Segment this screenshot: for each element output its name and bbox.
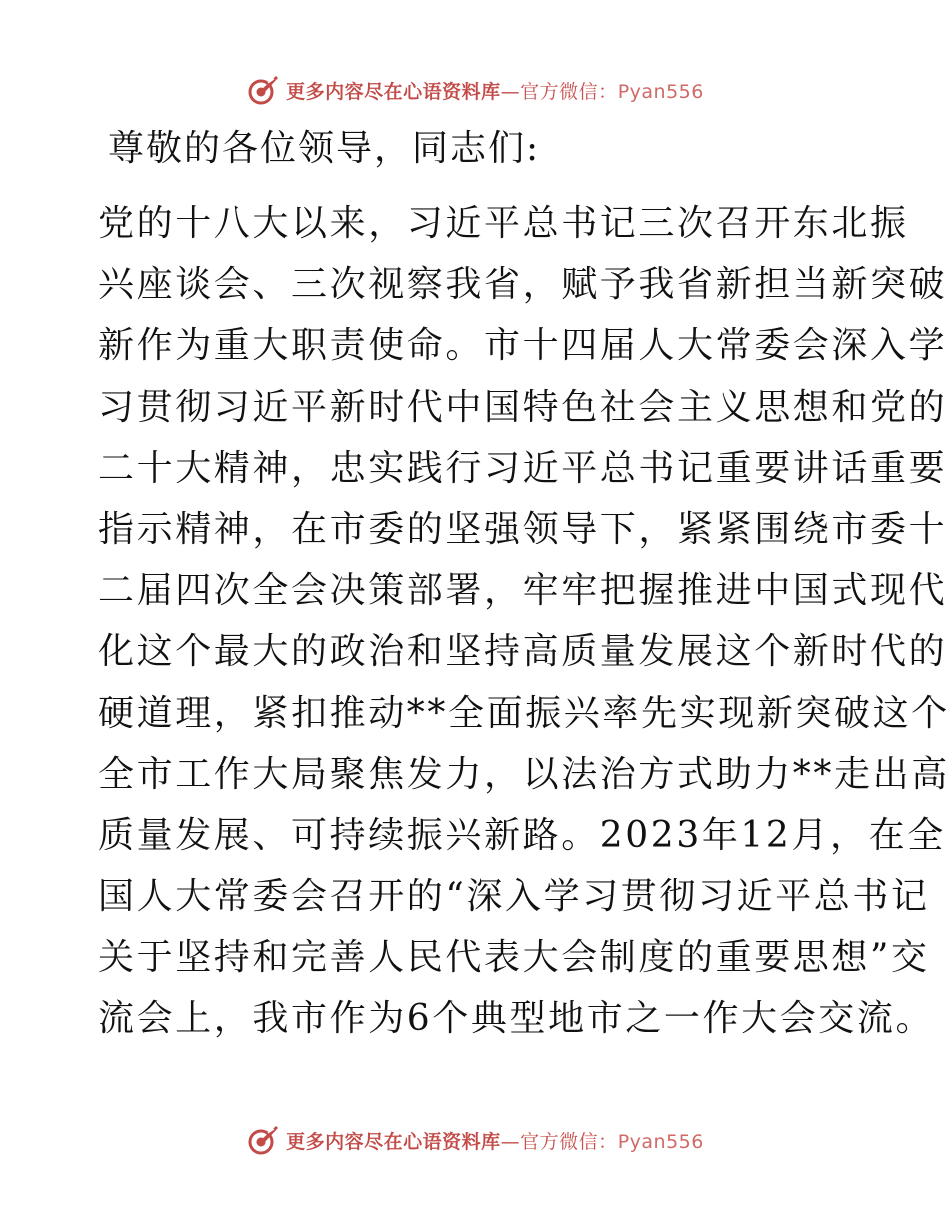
footer-watermark xyxy=(0,1120,950,1160)
paragraph-line: 新作为重大职责使命。市十四届人大常委会深入学 xyxy=(98,325,948,367)
paragraph-line: 指示精神，在市委的坚强领导下，紧紧围绕市委十 xyxy=(98,508,948,550)
paragraph-line: 质量发展、可持续振兴新路。2023年12月，在全 xyxy=(98,814,946,856)
paragraph-line: 全市工作大局聚焦发力，以法治方式助力**走出高 xyxy=(98,753,950,795)
watermark-separator: — xyxy=(500,1130,521,1153)
paragraph-line: 流会上，我市作为6个典型地市之一作大会交流。 xyxy=(98,998,935,1040)
watermark-id: Pyan556 xyxy=(617,1130,704,1153)
paragraph-line: 习贯彻习近平新时代中国特色社会主义思想和党的 xyxy=(98,386,948,428)
body-paragraph xyxy=(98,193,950,1050)
watermark-label: 官方微信： xyxy=(520,1130,618,1153)
quill-circle-logo-icon xyxy=(246,1123,280,1157)
paragraph-line: 关于坚持和完善人民代表大会制度的重要思想”交 xyxy=(98,937,930,979)
watermark-text xyxy=(286,77,704,104)
greeting: 尊敬的各位领导，同志们: xyxy=(108,128,541,169)
paragraph-line: 硬道理，紧扣推动**全面振兴率先实现新突破这个 xyxy=(98,692,950,734)
watermark-label: 官方微信： xyxy=(520,80,618,103)
quill-circle-logo-icon xyxy=(246,73,280,107)
header-watermark xyxy=(0,70,950,110)
paragraph-line: 国人大常委会召开的“深入学习贯彻习近平总书记 xyxy=(98,876,930,918)
paragraph-line: 化这个最大的政治和坚持高质量发展这个新时代的 xyxy=(98,631,948,673)
watermark-text xyxy=(286,1127,704,1154)
paragraph-line: 二十大精神，忠实践行习近平总书记重要讲话重要 xyxy=(98,447,948,489)
watermark-main: 更多内容尽在心语资料库 xyxy=(286,1130,501,1153)
watermark-id: Pyan556 xyxy=(617,80,704,103)
watermark-main: 更多内容尽在心语资料库 xyxy=(286,80,501,103)
watermark-separator: — xyxy=(500,80,521,103)
paragraph-line: 兴座谈会、三次视察我省，赋予我省新担当新突破 xyxy=(98,264,948,306)
paragraph-line: 二届四次全会决策部署，牢牢把握推进中国式现代 xyxy=(98,570,948,612)
paragraph-line: 党的十八大以来，习近平总书记三次召开东北振 xyxy=(98,203,909,244)
